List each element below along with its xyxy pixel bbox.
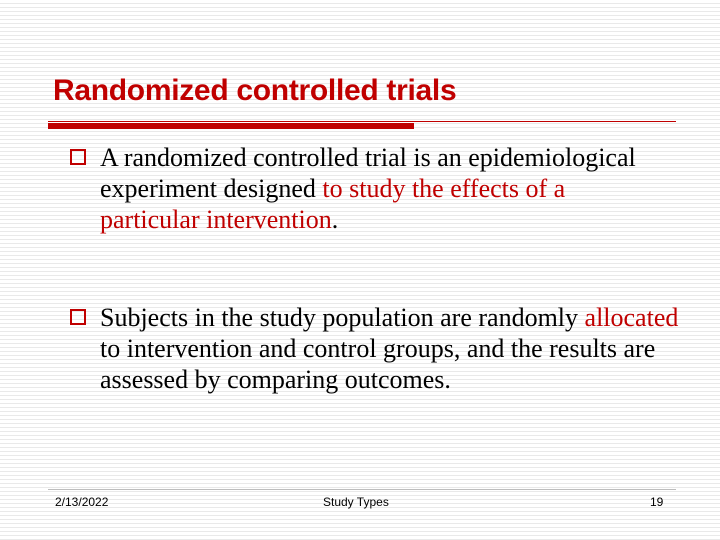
bullet-text <box>100 302 695 395</box>
bullet-item <box>70 142 670 235</box>
bullet-text-segment: . <box>331 205 339 234</box>
footer-page-number: 19 <box>650 495 664 509</box>
footer-divider <box>48 489 676 490</box>
square-bullet-icon <box>70 309 86 325</box>
bullet-text-segment: to intervention and control groups, and the results are assessed by comparing outcomes. <box>100 334 656 394</box>
bullet-text-segment: A randomized controlled trial is an epidemiological experiment designed <box>100 143 636 203</box>
bullet-text <box>100 142 670 235</box>
square-bullet-icon <box>70 149 86 165</box>
bullet-text-highlight: allocated <box>584 303 679 332</box>
bullet-text-highlight: to study the effects of a particular intervention <box>100 174 566 234</box>
bullet-text-segment: Subjects in the study population are randomly <box>100 303 585 332</box>
slide-title: Randomized controlled trials <box>53 74 457 107</box>
title-underline <box>48 121 676 122</box>
title-underline-accent <box>48 123 414 129</box>
bullet-item <box>70 302 695 395</box>
footer-date: 2/13/2022 <box>55 495 109 509</box>
footer-title: Study Types <box>323 495 389 509</box>
